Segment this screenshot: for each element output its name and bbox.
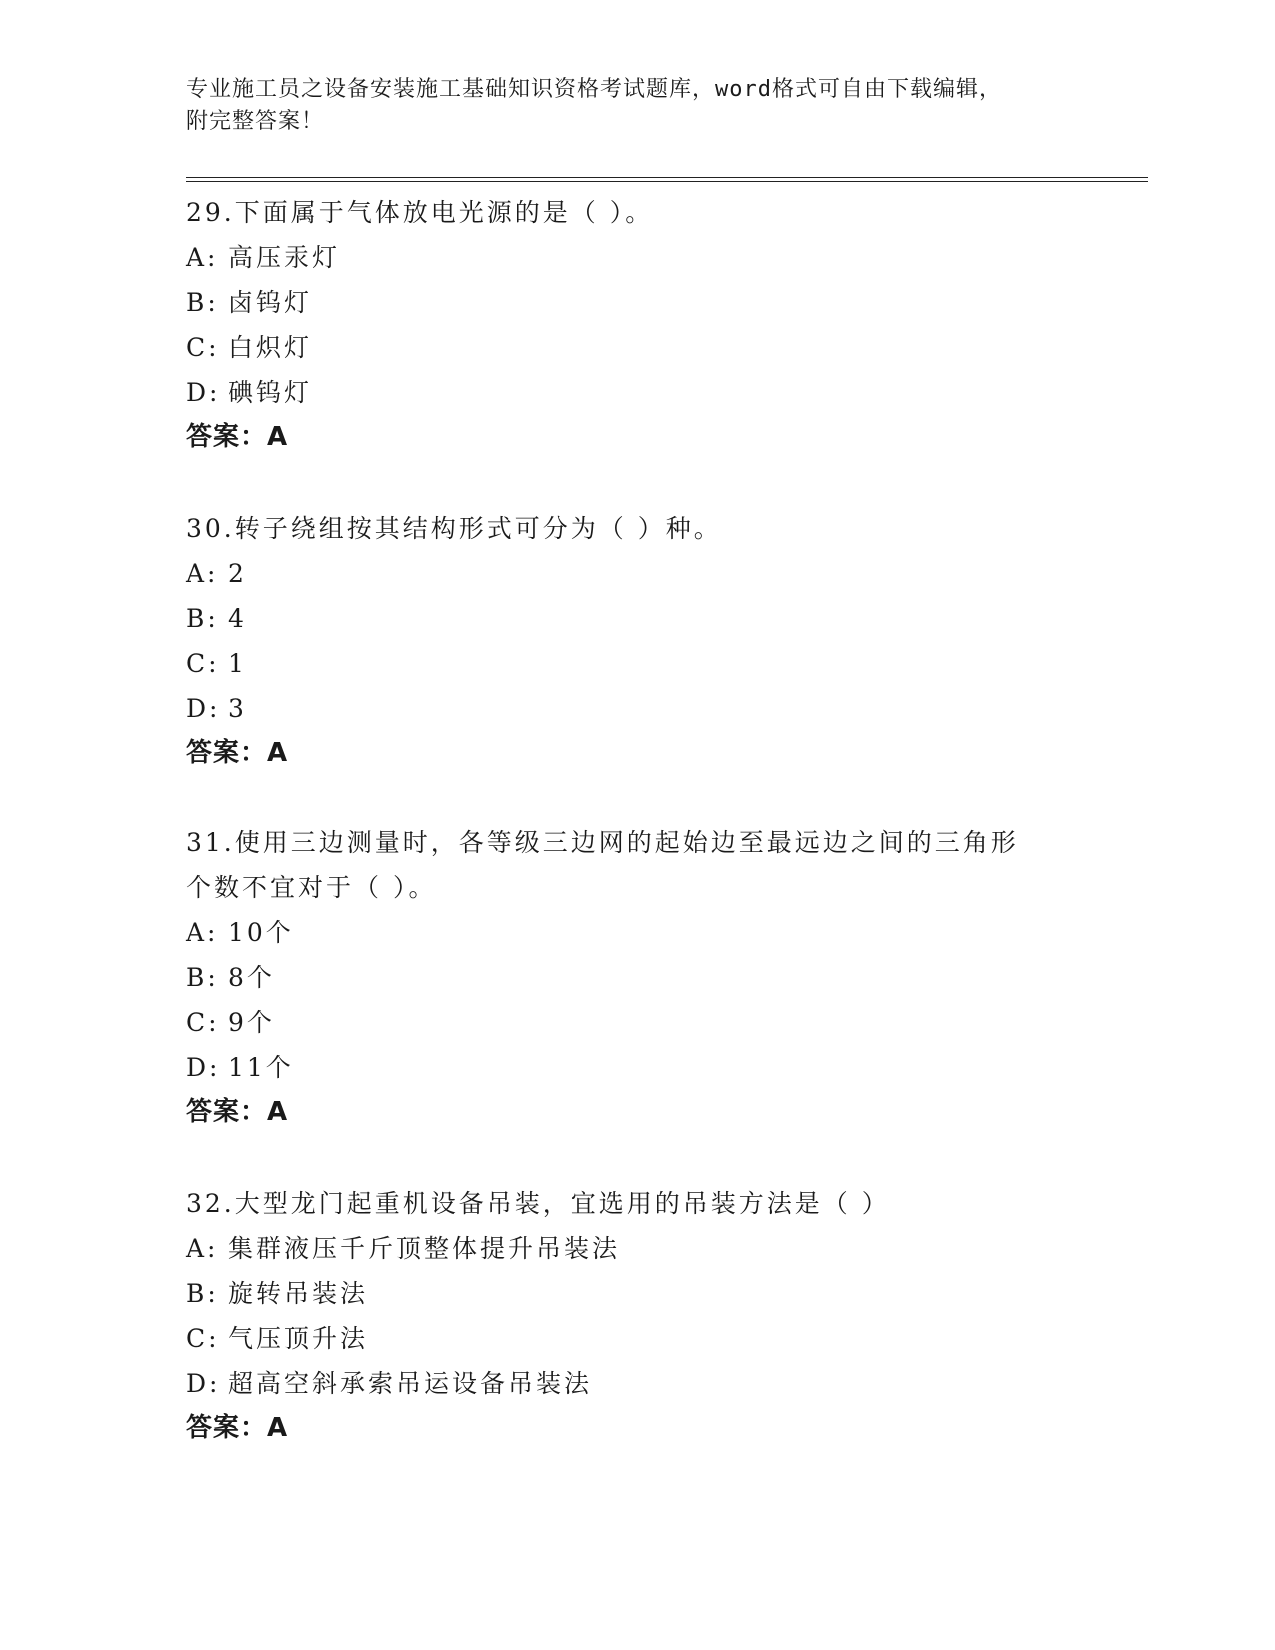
- question-30: [186, 506, 1086, 776]
- option-c: [186, 641, 1086, 686]
- option-d: [186, 370, 1086, 415]
- option-label: B:: [186, 288, 219, 317]
- answer-line: 答案：A: [186, 1413, 289, 1443]
- option-c: [186, 325, 1086, 370]
- option-text: 8个: [228, 963, 275, 992]
- option-text: 气压顶升法: [228, 1324, 369, 1353]
- option-label: D:: [186, 694, 221, 723]
- option-label: A:: [186, 559, 219, 588]
- option-text: 集群液压千斤顶整体提升吊装法: [228, 1234, 621, 1263]
- option-c: [186, 1000, 1086, 1045]
- header-line-2: 附完整答案！: [186, 109, 325, 134]
- option-a: [186, 235, 1086, 280]
- option-label: B:: [186, 604, 219, 633]
- option-b: [186, 280, 1086, 325]
- option-b: [186, 1271, 1086, 1316]
- header-line-1: 专业施工员之设备安装施工基础知识资格考试题库，word格式可自由下载编辑，: [186, 77, 1002, 102]
- option-text: 4: [228, 604, 247, 633]
- option-d: [186, 1361, 1086, 1406]
- option-text: 10个: [228, 918, 294, 947]
- option-label: B:: [186, 963, 219, 992]
- document-header: [186, 74, 1086, 138]
- answer-line: 答案：A: [186, 738, 289, 768]
- option-label: A:: [186, 1234, 219, 1263]
- option-b: [186, 955, 1086, 1000]
- question-31: [186, 820, 1086, 1135]
- option-label: B:: [186, 1279, 219, 1308]
- option-label: D:: [186, 1053, 221, 1082]
- question-stem: 29.下面属于气体放电光源的是（ ）。: [186, 198, 654, 227]
- option-b: [186, 596, 1086, 641]
- option-text: 超高空斜承索吊运设备吊装法: [228, 1369, 593, 1398]
- option-a: [186, 551, 1086, 596]
- option-text: 11个: [228, 1053, 294, 1082]
- option-text: 卤钨灯: [228, 288, 313, 317]
- header-divider-bottom: [186, 181, 1148, 182]
- question-stem: 32.大型龙门起重机设备吊装，宜选用的吊装方法是（ ）: [186, 1189, 890, 1218]
- option-text: 9个: [228, 1008, 275, 1037]
- option-c: [186, 1316, 1086, 1361]
- option-text: 白炽灯: [228, 333, 313, 362]
- answer-line: 答案：A: [186, 422, 289, 452]
- option-a: [186, 1226, 1086, 1271]
- option-label: C:: [186, 1008, 220, 1037]
- option-d: [186, 1045, 1086, 1090]
- option-label: D:: [186, 1369, 221, 1398]
- option-label: A:: [186, 243, 219, 272]
- option-text: 碘钨灯: [228, 378, 313, 407]
- question-29: [186, 190, 1086, 460]
- header-divider-top: [186, 177, 1148, 178]
- option-label: A:: [186, 918, 219, 947]
- option-text: 高压汞灯: [228, 243, 341, 272]
- question-stem: 31.使用三边测量时，各等级三边网的起始边至最远边之间的三角形个数不宜对于（ ）。: [186, 828, 1019, 902]
- option-label: C:: [186, 649, 220, 678]
- option-label: C:: [186, 333, 220, 362]
- option-text: 3: [228, 694, 247, 723]
- question-32: [186, 1181, 1086, 1451]
- question-stem: 30.转子绕组按其结构形式可分为（ ）种。: [186, 514, 722, 543]
- option-label: D:: [186, 378, 221, 407]
- answer-line: 答案：A: [186, 1097, 289, 1127]
- option-label: C:: [186, 1324, 220, 1353]
- option-text: 1: [228, 649, 247, 678]
- option-a: [186, 910, 1086, 955]
- option-text: 旋转吊装法: [228, 1279, 369, 1308]
- option-d: [186, 686, 1086, 731]
- option-text: 2: [228, 559, 247, 588]
